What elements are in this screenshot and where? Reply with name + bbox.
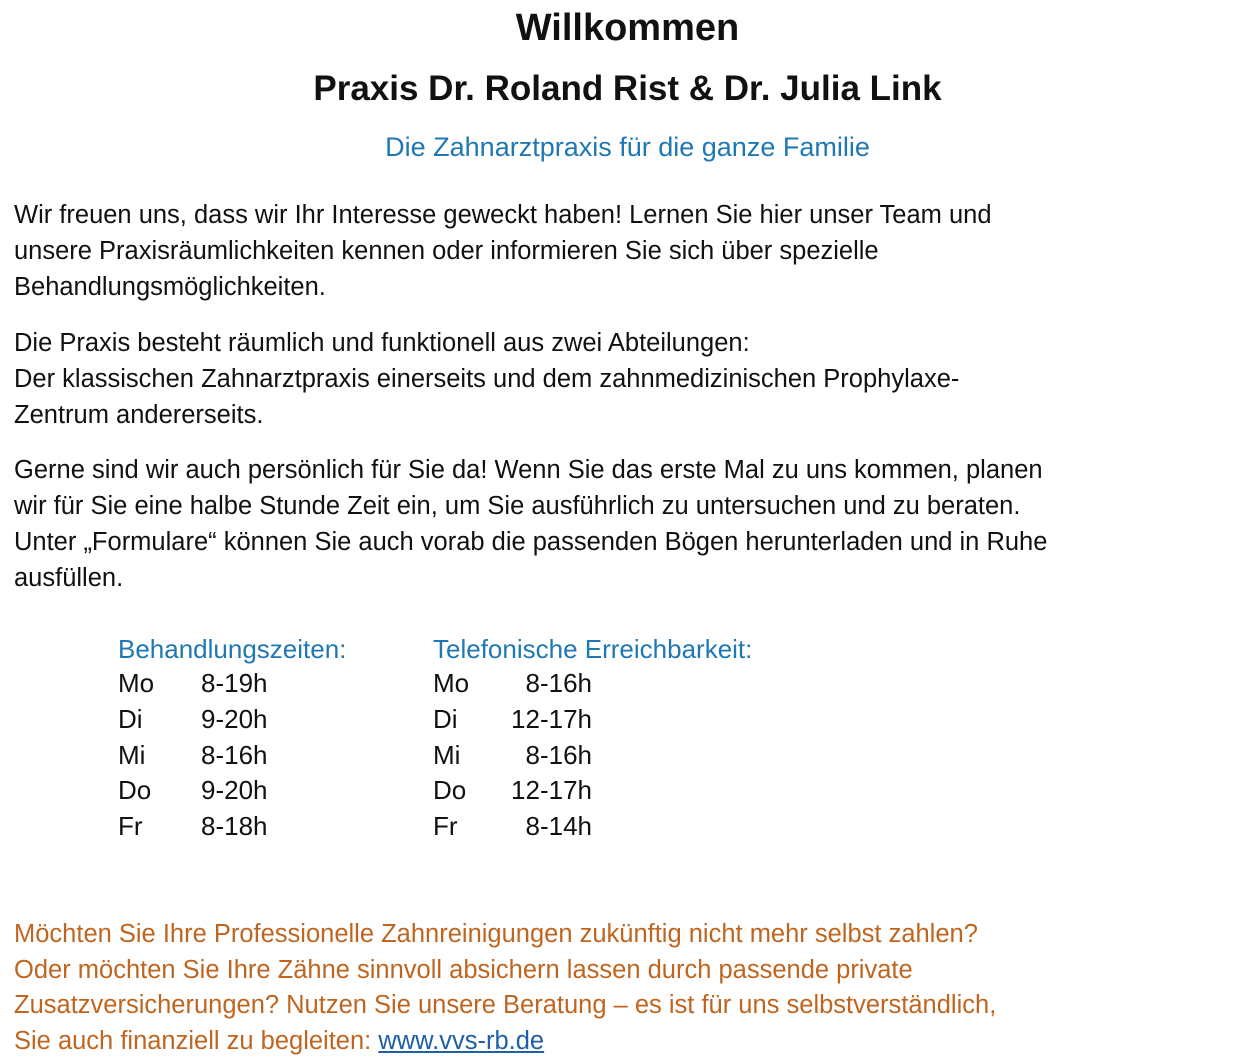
treatment-hours-row xyxy=(118,666,346,702)
paragraph-line: Gerne sind wir auch persönlich für Sie da! Wenn Sie das erste Mal zu uns kommen, planen xyxy=(14,456,1043,484)
phone-hours-row xyxy=(433,809,752,845)
time-value: 8-19h xyxy=(201,668,268,698)
day-label: Mo xyxy=(118,668,155,698)
page-title: Willkommen xyxy=(515,7,740,49)
paragraph-line: wir für Sie eine halbe Stunde Zeit ein, um Sie ausführlich zu untersuchen und zu beraten. xyxy=(14,492,1021,520)
phone-hours-row xyxy=(433,773,752,809)
time-value: 8-16h xyxy=(525,739,592,770)
treatment-hours-row xyxy=(118,773,346,809)
departments-paragraph xyxy=(14,325,1239,433)
phone-hours-row xyxy=(433,738,752,774)
treatment-hours-table xyxy=(118,632,346,845)
day-label: Fr xyxy=(433,811,458,842)
treatment-hours-row xyxy=(118,702,346,738)
time-value: 12-17h xyxy=(511,703,592,734)
time-value: 8-18h xyxy=(201,811,268,842)
personal-visit-paragraph xyxy=(14,452,1239,596)
paragraph-line: Der klassischen Zahnarztpraxis einerseits und dem zahnmedizinischen Prophylaxe- xyxy=(14,365,960,393)
phone-hours-table xyxy=(433,632,752,845)
insurance-line: Möchten Sie Ihre Professionelle Zahnreinigungen zukünftig nicht mehr selbst zahlen? xyxy=(14,920,978,948)
practice-name: Praxis Dr. Roland Rist & Dr. Julia Link xyxy=(313,69,942,108)
paragraph-line: Wir freuen uns, dass wir Ihr Interesse geweckt haben! Lernen Sie hier unser Team und xyxy=(14,201,992,229)
paragraph-line: Zentrum andererseits. xyxy=(14,401,264,429)
treatment-hours-row xyxy=(118,738,346,774)
treatment-hours-row xyxy=(118,809,346,845)
day-label: Mo xyxy=(433,668,470,698)
paragraph-line: ausfüllen. xyxy=(14,564,124,592)
practice-tagline: Die Zahnarztpraxis für die ganze Familie xyxy=(385,132,870,162)
insurance-line: Zusatzversicherungen? Nutzen Sie unsere Beratung – es ist für uns selbstverständlich, xyxy=(14,991,997,1019)
day-label: Mi xyxy=(433,739,461,770)
paragraph-line: Behandlungsmöglichkeiten. xyxy=(14,273,326,301)
intro-paragraph xyxy=(14,197,1239,305)
insurance-line-prefix: Sie auch finanziell zu begleiten: xyxy=(14,1026,379,1055)
phone-hours-row xyxy=(433,666,752,702)
insurance-notice xyxy=(14,917,1239,1059)
time-value: 9-20h xyxy=(201,703,268,734)
insurance-website-link[interactable]: www.vvs-rb.de xyxy=(378,1026,545,1055)
time-value: 9-20h xyxy=(201,775,268,806)
paragraph-line: unsere Praxisräumlichkeiten kennen oder informieren Sie sich über spezielle xyxy=(14,237,879,265)
phone-hours-heading: Telefonische Erreichbarkeit: xyxy=(433,634,753,664)
time-value: 8-16h xyxy=(201,739,268,770)
treatment-hours-heading: Behandlungszeiten: xyxy=(118,634,347,664)
insurance-line: Oder möchten Sie Ihre Zähne sinnvoll absichern lassen durch passende private xyxy=(14,955,913,984)
paragraph-line: Die Praxis besteht räumlich und funktionell aus zwei Abteilungen: xyxy=(14,329,750,357)
day-label: Di xyxy=(118,703,143,734)
paragraph-line: Unter „Formulare“ können Sie auch vorab die passenden Bögen herunterladen und in Ruhe xyxy=(14,528,1048,556)
phone-hours-row xyxy=(433,702,752,738)
day-label: Mi xyxy=(118,739,146,770)
day-label: Do xyxy=(433,775,467,806)
time-value: 8-14h xyxy=(525,811,592,842)
day-label: Do xyxy=(118,775,152,806)
time-value: 12-17h xyxy=(511,775,592,806)
day-label: Fr xyxy=(118,811,143,842)
time-value: 8-16h xyxy=(525,668,592,698)
day-label: Di xyxy=(433,703,458,734)
insurance-line-last xyxy=(14,1024,1239,1060)
